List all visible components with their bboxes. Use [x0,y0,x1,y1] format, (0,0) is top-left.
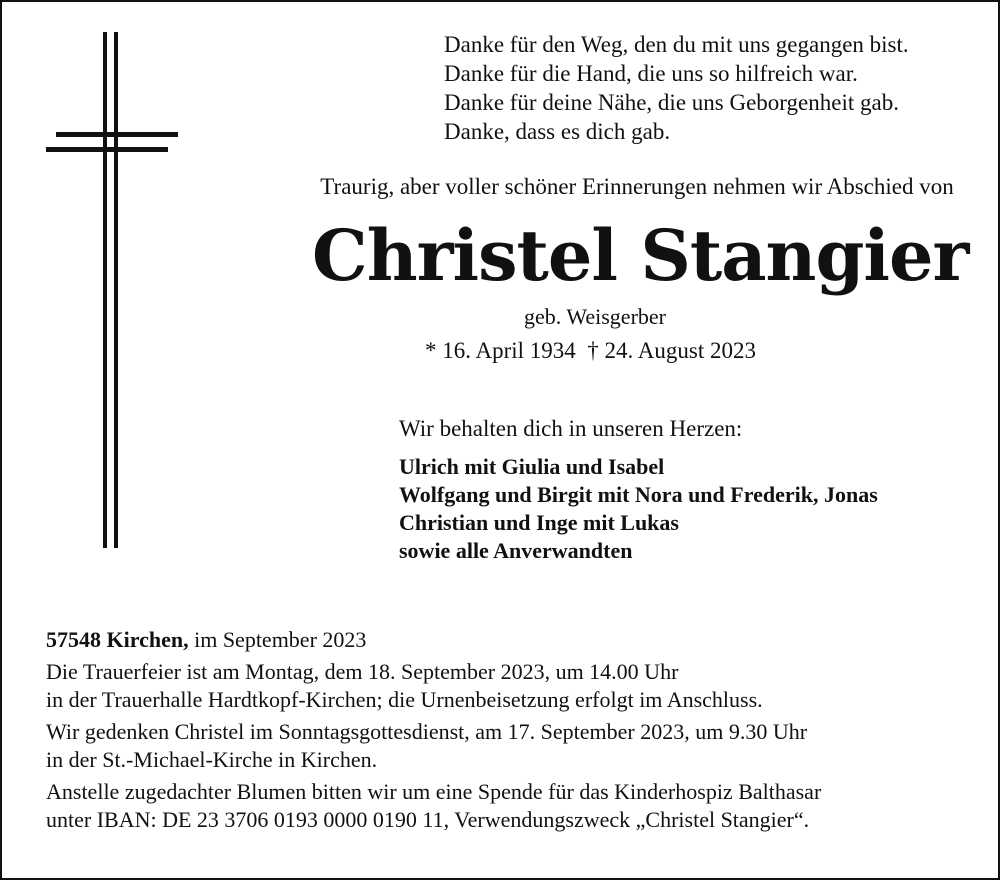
cross-bar-upper [56,132,178,137]
place-line [46,626,821,654]
cross-bar-lower [46,147,168,152]
family-member: sowie alle Anverwandten [399,538,633,563]
place-city: 57548 Kirchen, [46,627,189,652]
place-month: im September 2023 [194,627,367,652]
intro-text: Traurig, aber voller schöner Erinnerungen nehmen wir Abschied von [320,174,954,199]
intro-line [2,174,1000,200]
family-member: Wolfgang und Birgit mit Nora und Frederik, Jonas [399,482,878,507]
verse-line: Danke für die Hand, die uns so hilfreich war. [444,61,858,86]
donation-line: unter IBAN: DE 23 3706 0193 0000 0190 11, Verwendungszweck „Christel Stangier“. [46,807,810,832]
ceremony-line: in der Trauerhalle Hardtkopf-Kirchen; die Urnenbeisetzung erfolgt im Anschluss. [46,687,763,712]
verse-line: Danke, dass es dich gab. [444,119,671,144]
donation-info [46,778,821,834]
birth-date: * 16. April 1934 [425,338,576,363]
family-member: Ulrich mit Giulia und Isabel [399,454,665,479]
deceased-name: Christel Stangier [312,214,969,297]
heart-line: Wir behalten dich in unseren Herzen: [399,416,743,441]
verse-line: Danke für deine Nähe, die uns Geborgenheit gab. [444,90,899,115]
verse [444,30,909,146]
donation-line: Anstelle zugedachter Blumen bitten wir um eine Spende für das Kinderhospiz Balthasar [46,779,822,804]
family-list [399,453,878,565]
cross-icon [103,32,119,548]
life-dates [425,338,756,364]
service-info [46,718,821,774]
family-member: Christian und Inge mit Lukas [399,510,679,535]
service-line: in der St.-Michael-Kirche in Kirchen. [46,747,378,772]
verse-line: Danke für den Weg, den du mit uns gegangen bist. [444,32,909,57]
ceremony-line: Die Trauerfeier ist am Montag, dem 18. September 2023, um 14.00 Uhr [46,659,679,684]
service-line: Wir gedenken Christel im Sonntagsgottesdienst, am 17. September 2023, um 9.30 Uhr [46,719,808,744]
announcement-details [46,626,821,838]
maiden-name: geb. Weisgerber [524,304,666,329]
death-date: † 24. August 2023 [587,338,756,363]
ceremony-info [46,658,821,714]
